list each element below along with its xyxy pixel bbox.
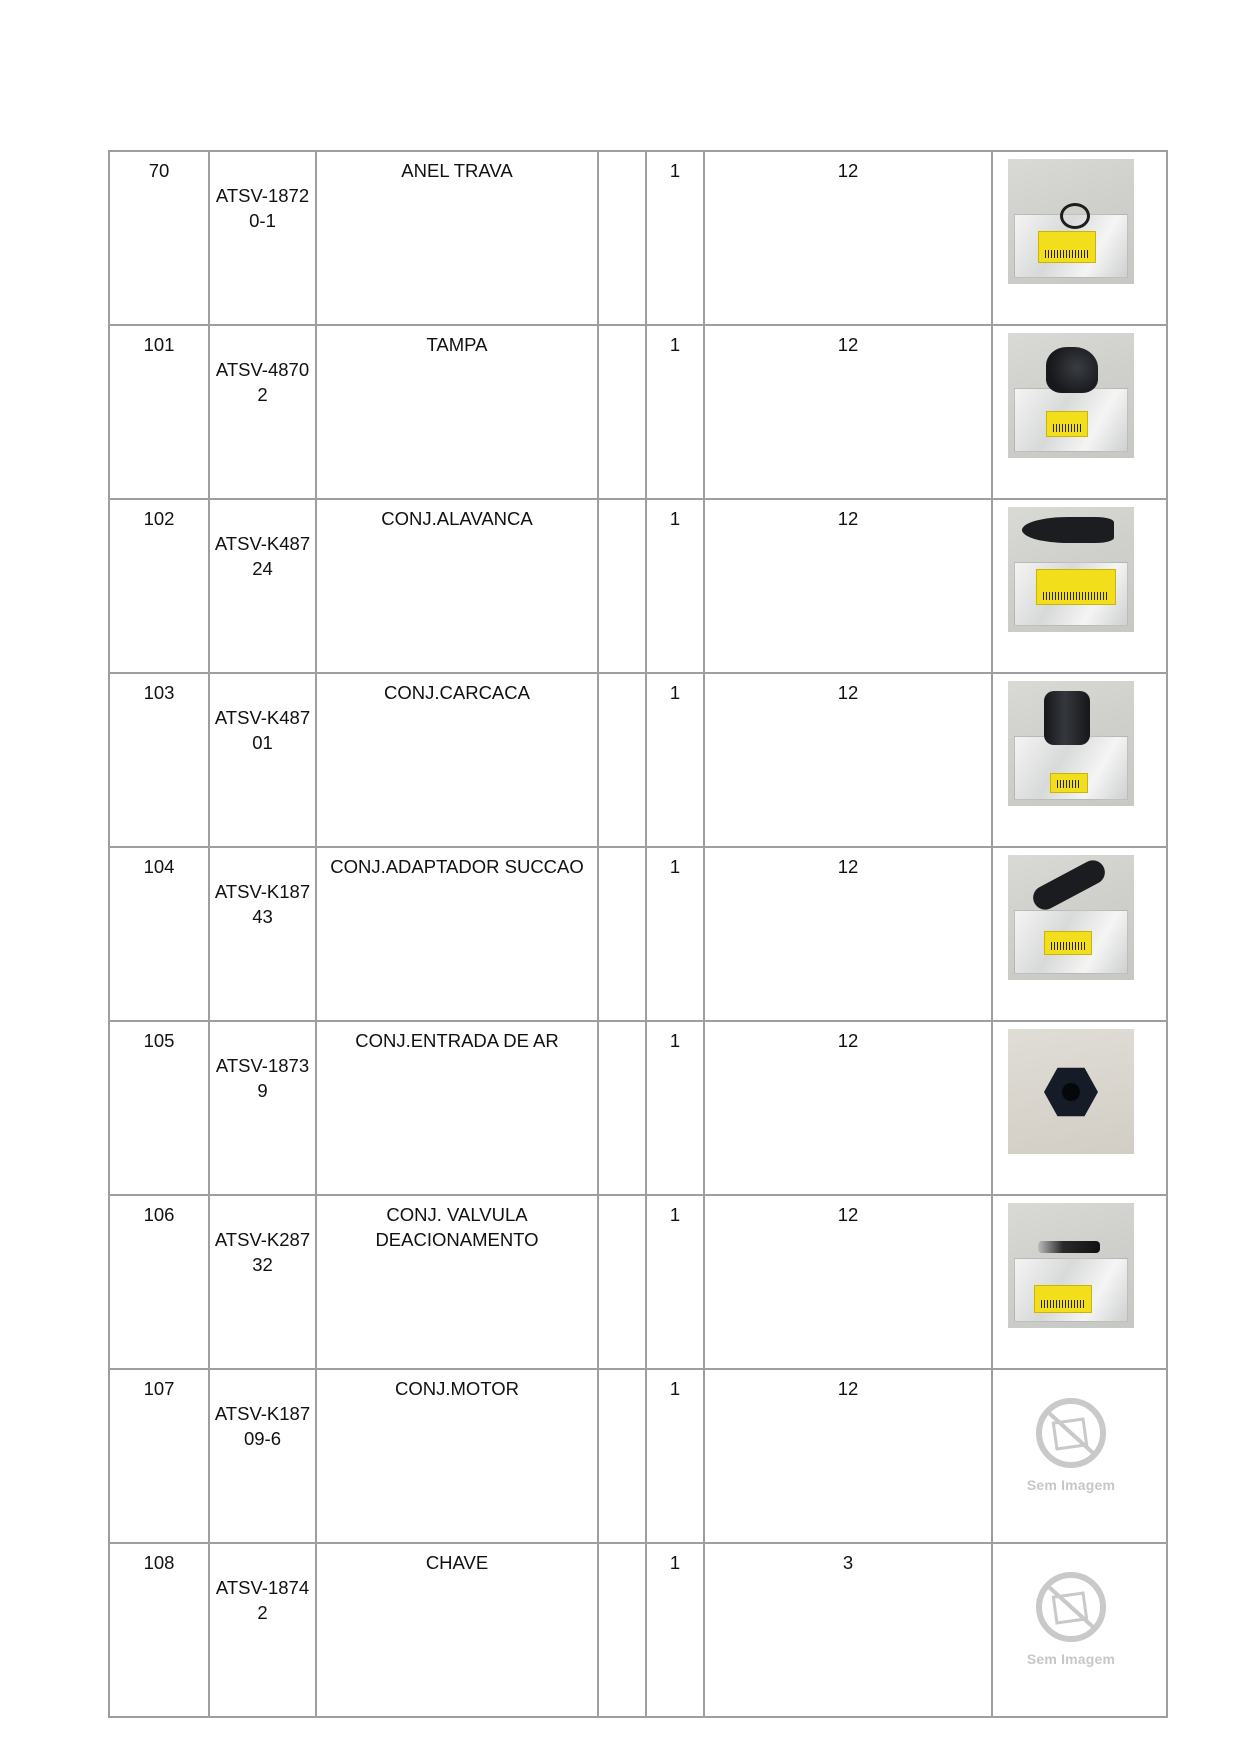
part-code: ATSV-K487 24 — [209, 499, 316, 673]
table-row — [109, 1195, 1167, 1369]
item-number: 105 — [109, 1021, 209, 1195]
empty-cell — [598, 1369, 646, 1543]
part-code: ATSV-K187 09-6 — [209, 1369, 316, 1543]
image-cell — [992, 847, 1167, 1021]
part-code: ATSV-4870 2 — [209, 325, 316, 499]
table-row — [109, 1369, 1167, 1543]
part-description: CONJ.ADAPTADOR SUCCAO — [316, 847, 598, 1021]
no-image-caption: Sem Imagem — [1026, 1477, 1116, 1493]
empty-cell — [598, 673, 646, 847]
part-photo — [1008, 681, 1134, 806]
package-quantity: 12 — [704, 1369, 992, 1543]
part-code: ATSV-K187 43 — [209, 847, 316, 1021]
quantity: 1 — [646, 1369, 704, 1543]
part-photo — [1008, 333, 1134, 458]
no-image-caption: Sem Imagem — [1026, 1651, 1116, 1667]
quantity: 1 — [646, 1543, 704, 1717]
part-photo — [1008, 507, 1134, 632]
part-photo — [1008, 855, 1134, 980]
quantity: 1 — [646, 499, 704, 673]
quantity: 1 — [646, 1021, 704, 1195]
quantity: 1 — [646, 673, 704, 847]
parts-table — [108, 150, 1168, 1718]
table-row — [109, 151, 1167, 325]
part-description: TAMPA — [316, 325, 598, 499]
image-cell — [992, 1543, 1167, 1717]
part-description: CHAVE — [316, 1543, 598, 1717]
empty-cell — [598, 325, 646, 499]
image-cell — [992, 1369, 1167, 1543]
item-number: 101 — [109, 325, 209, 499]
part-code: ATSV-1872 0-1 — [209, 151, 316, 325]
empty-cell — [598, 847, 646, 1021]
part-code: ATSV-1874 2 — [209, 1543, 316, 1717]
table-row — [109, 673, 1167, 847]
image-cell — [992, 673, 1167, 847]
item-number: 103 — [109, 673, 209, 847]
part-description: CONJ.ENTRADA DE AR — [316, 1021, 598, 1195]
image-cell — [992, 325, 1167, 499]
package-quantity: 12 — [704, 847, 992, 1021]
empty-cell — [598, 1195, 646, 1369]
quantity: 1 — [646, 151, 704, 325]
part-photo — [1008, 1203, 1134, 1328]
table-row — [109, 1543, 1167, 1717]
item-number: 70 — [109, 151, 209, 325]
part-description: CONJ.MOTOR — [316, 1369, 598, 1543]
image-cell — [992, 1021, 1167, 1195]
empty-cell — [598, 151, 646, 325]
quantity: 1 — [646, 1195, 704, 1369]
part-description: ANEL TRAVA — [316, 151, 598, 325]
package-quantity: 12 — [704, 1195, 992, 1369]
part-description: CONJ. VALVULA DEACIONAMENTO — [316, 1195, 598, 1369]
package-quantity: 12 — [704, 151, 992, 325]
package-quantity: 12 — [704, 1021, 992, 1195]
package-quantity: 12 — [704, 673, 992, 847]
no-image-icon — [1035, 1397, 1107, 1469]
empty-cell — [598, 499, 646, 673]
part-code: ATSV-K487 01 — [209, 673, 316, 847]
item-number: 106 — [109, 1195, 209, 1369]
table-row — [109, 847, 1167, 1021]
table-row — [109, 1021, 1167, 1195]
item-number: 107 — [109, 1369, 209, 1543]
part-description: CONJ.CARCACA — [316, 673, 598, 847]
part-photo — [1008, 1029, 1134, 1154]
empty-cell — [598, 1021, 646, 1195]
item-number: 102 — [109, 499, 209, 673]
quantity: 1 — [646, 325, 704, 499]
table-row — [109, 499, 1167, 673]
empty-cell — [598, 1543, 646, 1717]
image-cell — [992, 499, 1167, 673]
table-row — [109, 325, 1167, 499]
quantity: 1 — [646, 847, 704, 1021]
image-cell — [992, 1195, 1167, 1369]
item-number: 104 — [109, 847, 209, 1021]
package-quantity: 12 — [704, 499, 992, 673]
part-description: CONJ.ALAVANCA — [316, 499, 598, 673]
image-cell — [992, 151, 1167, 325]
part-code: ATSV-K287 32 — [209, 1195, 316, 1369]
no-image-placeholder — [1008, 1571, 1134, 1696]
no-image-icon — [1035, 1571, 1107, 1643]
item-number: 108 — [109, 1543, 209, 1717]
package-quantity: 3 — [704, 1543, 992, 1717]
no-image-placeholder — [1008, 1397, 1134, 1522]
package-quantity: 12 — [704, 325, 992, 499]
part-photo — [1008, 159, 1134, 284]
part-code: ATSV-1873 9 — [209, 1021, 316, 1195]
